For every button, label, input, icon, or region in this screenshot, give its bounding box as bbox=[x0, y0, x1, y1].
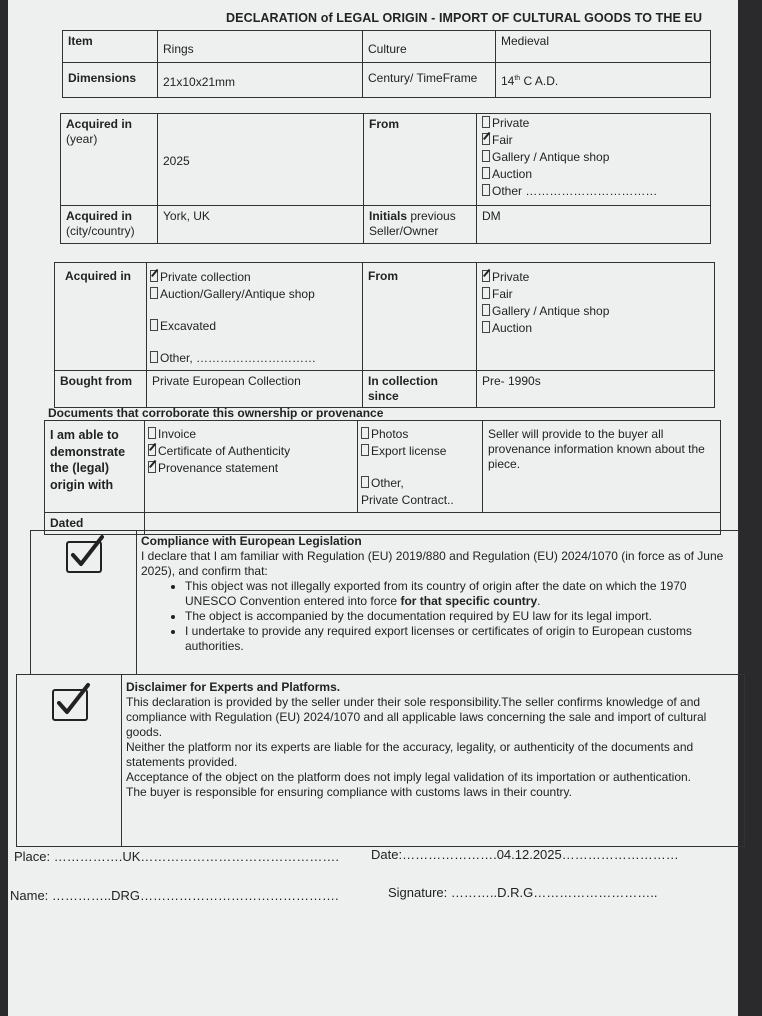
option-private[interactable] bbox=[482, 115, 705, 132]
acquired-year-label: Acquired in bbox=[66, 117, 133, 131]
from-options-1 bbox=[477, 114, 711, 206]
option-label: Private collection bbox=[160, 270, 251, 284]
option-auction-gallery[interactable] bbox=[150, 286, 357, 303]
checkbox-checked-icon bbox=[148, 444, 156, 456]
checkbox-icon bbox=[150, 319, 158, 331]
checkbox-icon bbox=[361, 444, 369, 456]
item-table bbox=[62, 30, 711, 98]
signature-dots: ……………………….. bbox=[533, 885, 658, 900]
initials-label: Initials bbox=[369, 209, 408, 223]
acquired-year-value: 2025 bbox=[158, 114, 364, 206]
option-private-collection[interactable] bbox=[150, 269, 357, 286]
date-label: Date:…………………. bbox=[371, 847, 497, 862]
dimensions-value: 21x10x21mm bbox=[158, 63, 363, 98]
bullet-text-end: . bbox=[537, 594, 541, 608]
able-label: I am able to demonstrate the (legal) origin with bbox=[45, 421, 145, 513]
century-number: 14 bbox=[501, 74, 515, 88]
acquisition-table bbox=[60, 113, 711, 244]
checkbox-checked-icon bbox=[150, 270, 158, 282]
acquired-year-sub: (year) bbox=[66, 132, 98, 146]
option-label: Auction bbox=[492, 321, 533, 335]
option-auction[interactable] bbox=[482, 320, 709, 337]
date-dots: ……………………… bbox=[561, 847, 679, 862]
option-label: Fair bbox=[492, 133, 513, 147]
place-value[interactable]: UK bbox=[122, 849, 141, 864]
compliance-content bbox=[137, 531, 739, 675]
compliance-heading: Compliance with European Legislation bbox=[141, 534, 362, 548]
checkbox-icon bbox=[482, 287, 490, 299]
checkbox-icon bbox=[150, 287, 158, 299]
option-auction[interactable] bbox=[482, 166, 705, 183]
disclaimer-heading: Disclaimer for Experts and Platforms. bbox=[126, 680, 341, 694]
acquired-city-label: Acquired in bbox=[66, 209, 133, 223]
from-options-2 bbox=[477, 263, 715, 371]
option-label: Provenance statement bbox=[158, 461, 279, 475]
acquired-city-value: York, UK bbox=[158, 206, 364, 244]
option-certificate[interactable] bbox=[148, 443, 352, 460]
compliance-list bbox=[141, 579, 734, 654]
option-label: Certificate of Authenticity bbox=[158, 444, 291, 458]
option-label: Export license bbox=[371, 444, 447, 458]
checkbox-icon bbox=[361, 427, 369, 439]
other-value: Private Contract.. bbox=[361, 493, 454, 507]
option-label: Photos bbox=[371, 427, 409, 441]
name-line bbox=[10, 888, 339, 903]
name-label: Name: ………….. bbox=[10, 888, 112, 903]
collection-value: Pre- 1990s bbox=[477, 371, 715, 408]
list-item: • I undertake to provide any required export licenses or certificates of origin to European customs authorities. bbox=[185, 624, 734, 654]
bullet-bold-text: for that specific country bbox=[400, 594, 538, 608]
place-dots: ………………………………………. bbox=[140, 849, 340, 864]
initials-value: DM bbox=[477, 206, 711, 244]
checkbox-checked-icon bbox=[482, 270, 490, 282]
checkbox-icon bbox=[482, 184, 490, 196]
disclaimer-paragraph: Neither the platform nor its experts are liable for the accuracy, legality, or authenticity of the documents and statements provided. bbox=[126, 740, 694, 769]
from-label-2: From bbox=[363, 263, 477, 371]
checkbox-icon bbox=[482, 150, 490, 162]
option-label: Gallery / Antique shop bbox=[492, 304, 610, 318]
option-label: Auction/Gallery/Antique shop bbox=[160, 287, 315, 301]
option-other[interactable] bbox=[482, 183, 705, 200]
dated-label: Dated bbox=[45, 513, 145, 535]
option-label: Private bbox=[492, 116, 530, 130]
bullet-text: This object was not illegally exported from its country of origin after the date on which the 1970 UNESCO Convention entered into force bbox=[185, 579, 687, 608]
acquired-city-cell bbox=[61, 206, 158, 244]
date-value[interactable]: 04.12.2025 bbox=[496, 847, 562, 862]
disclaimer-paragraph: This declaration is provided by the seller under their sole responsibility.The seller confirms knowledge of and compliance with Regulation (EU) 2024/1070 and all applicable laws concerning the sale and import of cultural goods. bbox=[126, 695, 707, 739]
checkmark-box-icon bbox=[66, 541, 102, 573]
option-provenance[interactable] bbox=[148, 460, 352, 477]
option-fair[interactable] bbox=[482, 286, 709, 303]
checkbox-icon bbox=[482, 321, 490, 333]
option-label: Invoice bbox=[158, 427, 197, 441]
option-label: Fair bbox=[492, 287, 513, 301]
collection-label: In collection since bbox=[363, 371, 477, 408]
option-invoice[interactable] bbox=[148, 426, 352, 443]
item-label: Item bbox=[63, 31, 158, 63]
century-era: C A.D. bbox=[520, 74, 559, 88]
signature-value[interactable]: D.R.G bbox=[497, 885, 534, 900]
option-fair[interactable] bbox=[482, 132, 705, 149]
docs-options-1 bbox=[145, 421, 358, 513]
option-private[interactable] bbox=[482, 269, 709, 286]
option-other[interactable] bbox=[361, 475, 477, 492]
list-item bbox=[185, 579, 734, 609]
option-photos[interactable] bbox=[361, 426, 477, 443]
checkbox-icon bbox=[148, 427, 156, 439]
checkmark-box-icon bbox=[52, 689, 88, 721]
place-label: Place: ……………. bbox=[14, 849, 123, 864]
bought-label: Bought from bbox=[55, 371, 147, 408]
option-label: Other …………………………… bbox=[492, 184, 658, 198]
option-label: Excavated bbox=[160, 319, 217, 333]
list-item: • The object is accompanied by the documentation required by EU law for its legal import. bbox=[185, 609, 734, 624]
culture-value: Medieval bbox=[496, 31, 711, 63]
disclaimer-paragraph: Acceptance of the object on the platform does not imply legal validation of its importation or authentication. bbox=[126, 770, 691, 784]
acquired-label: Acquired in bbox=[55, 263, 147, 371]
disclaimer-check-cell bbox=[17, 675, 122, 847]
form-title: DECLARATION of LEGAL ORIGIN - IMPORT OF CULTURAL GOODS TO THE EU bbox=[226, 11, 703, 25]
century-label: Century/ TimeFrame bbox=[363, 63, 496, 98]
documents-heading: Documents that corroborate this ownership or provenance bbox=[48, 406, 384, 420]
option-other[interactable] bbox=[150, 350, 357, 367]
initials-cell bbox=[364, 206, 477, 244]
culture-label: Culture bbox=[363, 31, 496, 63]
dimensions-label: Dimensions bbox=[63, 63, 158, 98]
provenance-table bbox=[54, 262, 715, 408]
acquired-year-cell bbox=[61, 114, 158, 206]
option-label: Gallery / Antique shop bbox=[492, 150, 610, 164]
name-dots: ………………………………………. bbox=[140, 888, 339, 903]
declaration-form-page bbox=[8, 0, 738, 1016]
compliance-check-cell bbox=[31, 531, 137, 675]
place-line bbox=[14, 849, 339, 864]
checkbox-icon bbox=[150, 351, 158, 363]
acquired-options bbox=[147, 263, 363, 371]
checkbox-checked-icon bbox=[482, 133, 490, 145]
checkbox-icon bbox=[482, 116, 490, 128]
option-gallery[interactable] bbox=[482, 303, 709, 320]
compliance-section bbox=[30, 530, 739, 675]
name-value[interactable]: DRG bbox=[111, 888, 141, 903]
checkbox-icon bbox=[482, 167, 490, 179]
date-line bbox=[371, 847, 679, 862]
century-suffix: th bbox=[514, 75, 521, 82]
century-value bbox=[496, 63, 711, 98]
provenance-note: Seller will provide to the buyer all provenance information known about the piece. bbox=[483, 421, 721, 513]
acquired-city-sub: (city/country) bbox=[66, 224, 135, 238]
checkbox-icon bbox=[361, 476, 369, 488]
signature-line bbox=[388, 885, 657, 900]
disclaimer-paragraph: The buyer is responsible for ensuring compliance with customs laws in their country. bbox=[126, 785, 572, 799]
bought-value: Private European Collection bbox=[147, 371, 363, 408]
checkbox-icon bbox=[482, 304, 490, 316]
initials-label-rest: previous bbox=[407, 209, 456, 223]
option-excavated[interactable] bbox=[150, 318, 357, 335]
option-export[interactable] bbox=[361, 443, 477, 460]
signature-label: Signature: ……….. bbox=[388, 885, 498, 900]
documents-table bbox=[44, 420, 721, 535]
option-label: Other, ………………………… bbox=[160, 351, 317, 365]
option-label: Other, bbox=[371, 476, 404, 490]
from-label-1: From bbox=[364, 114, 477, 206]
disclaimer-content bbox=[122, 675, 745, 847]
compliance-intro: I declare that I am familiar with Regulation (EU) 2019/880 and Regulation (EU) 2024/1070 (in force as of June 2025), and confirm that: bbox=[141, 549, 724, 578]
option-gallery[interactable] bbox=[482, 149, 705, 166]
item-value: Rings bbox=[158, 31, 363, 63]
initials-sub: Seller/Owner bbox=[369, 224, 439, 238]
checkbox-checked-icon bbox=[148, 461, 156, 473]
option-label: Auction bbox=[492, 167, 533, 181]
option-label: Private bbox=[492, 270, 530, 284]
docs-options-2 bbox=[358, 421, 483, 513]
disclaimer-section bbox=[16, 674, 745, 847]
